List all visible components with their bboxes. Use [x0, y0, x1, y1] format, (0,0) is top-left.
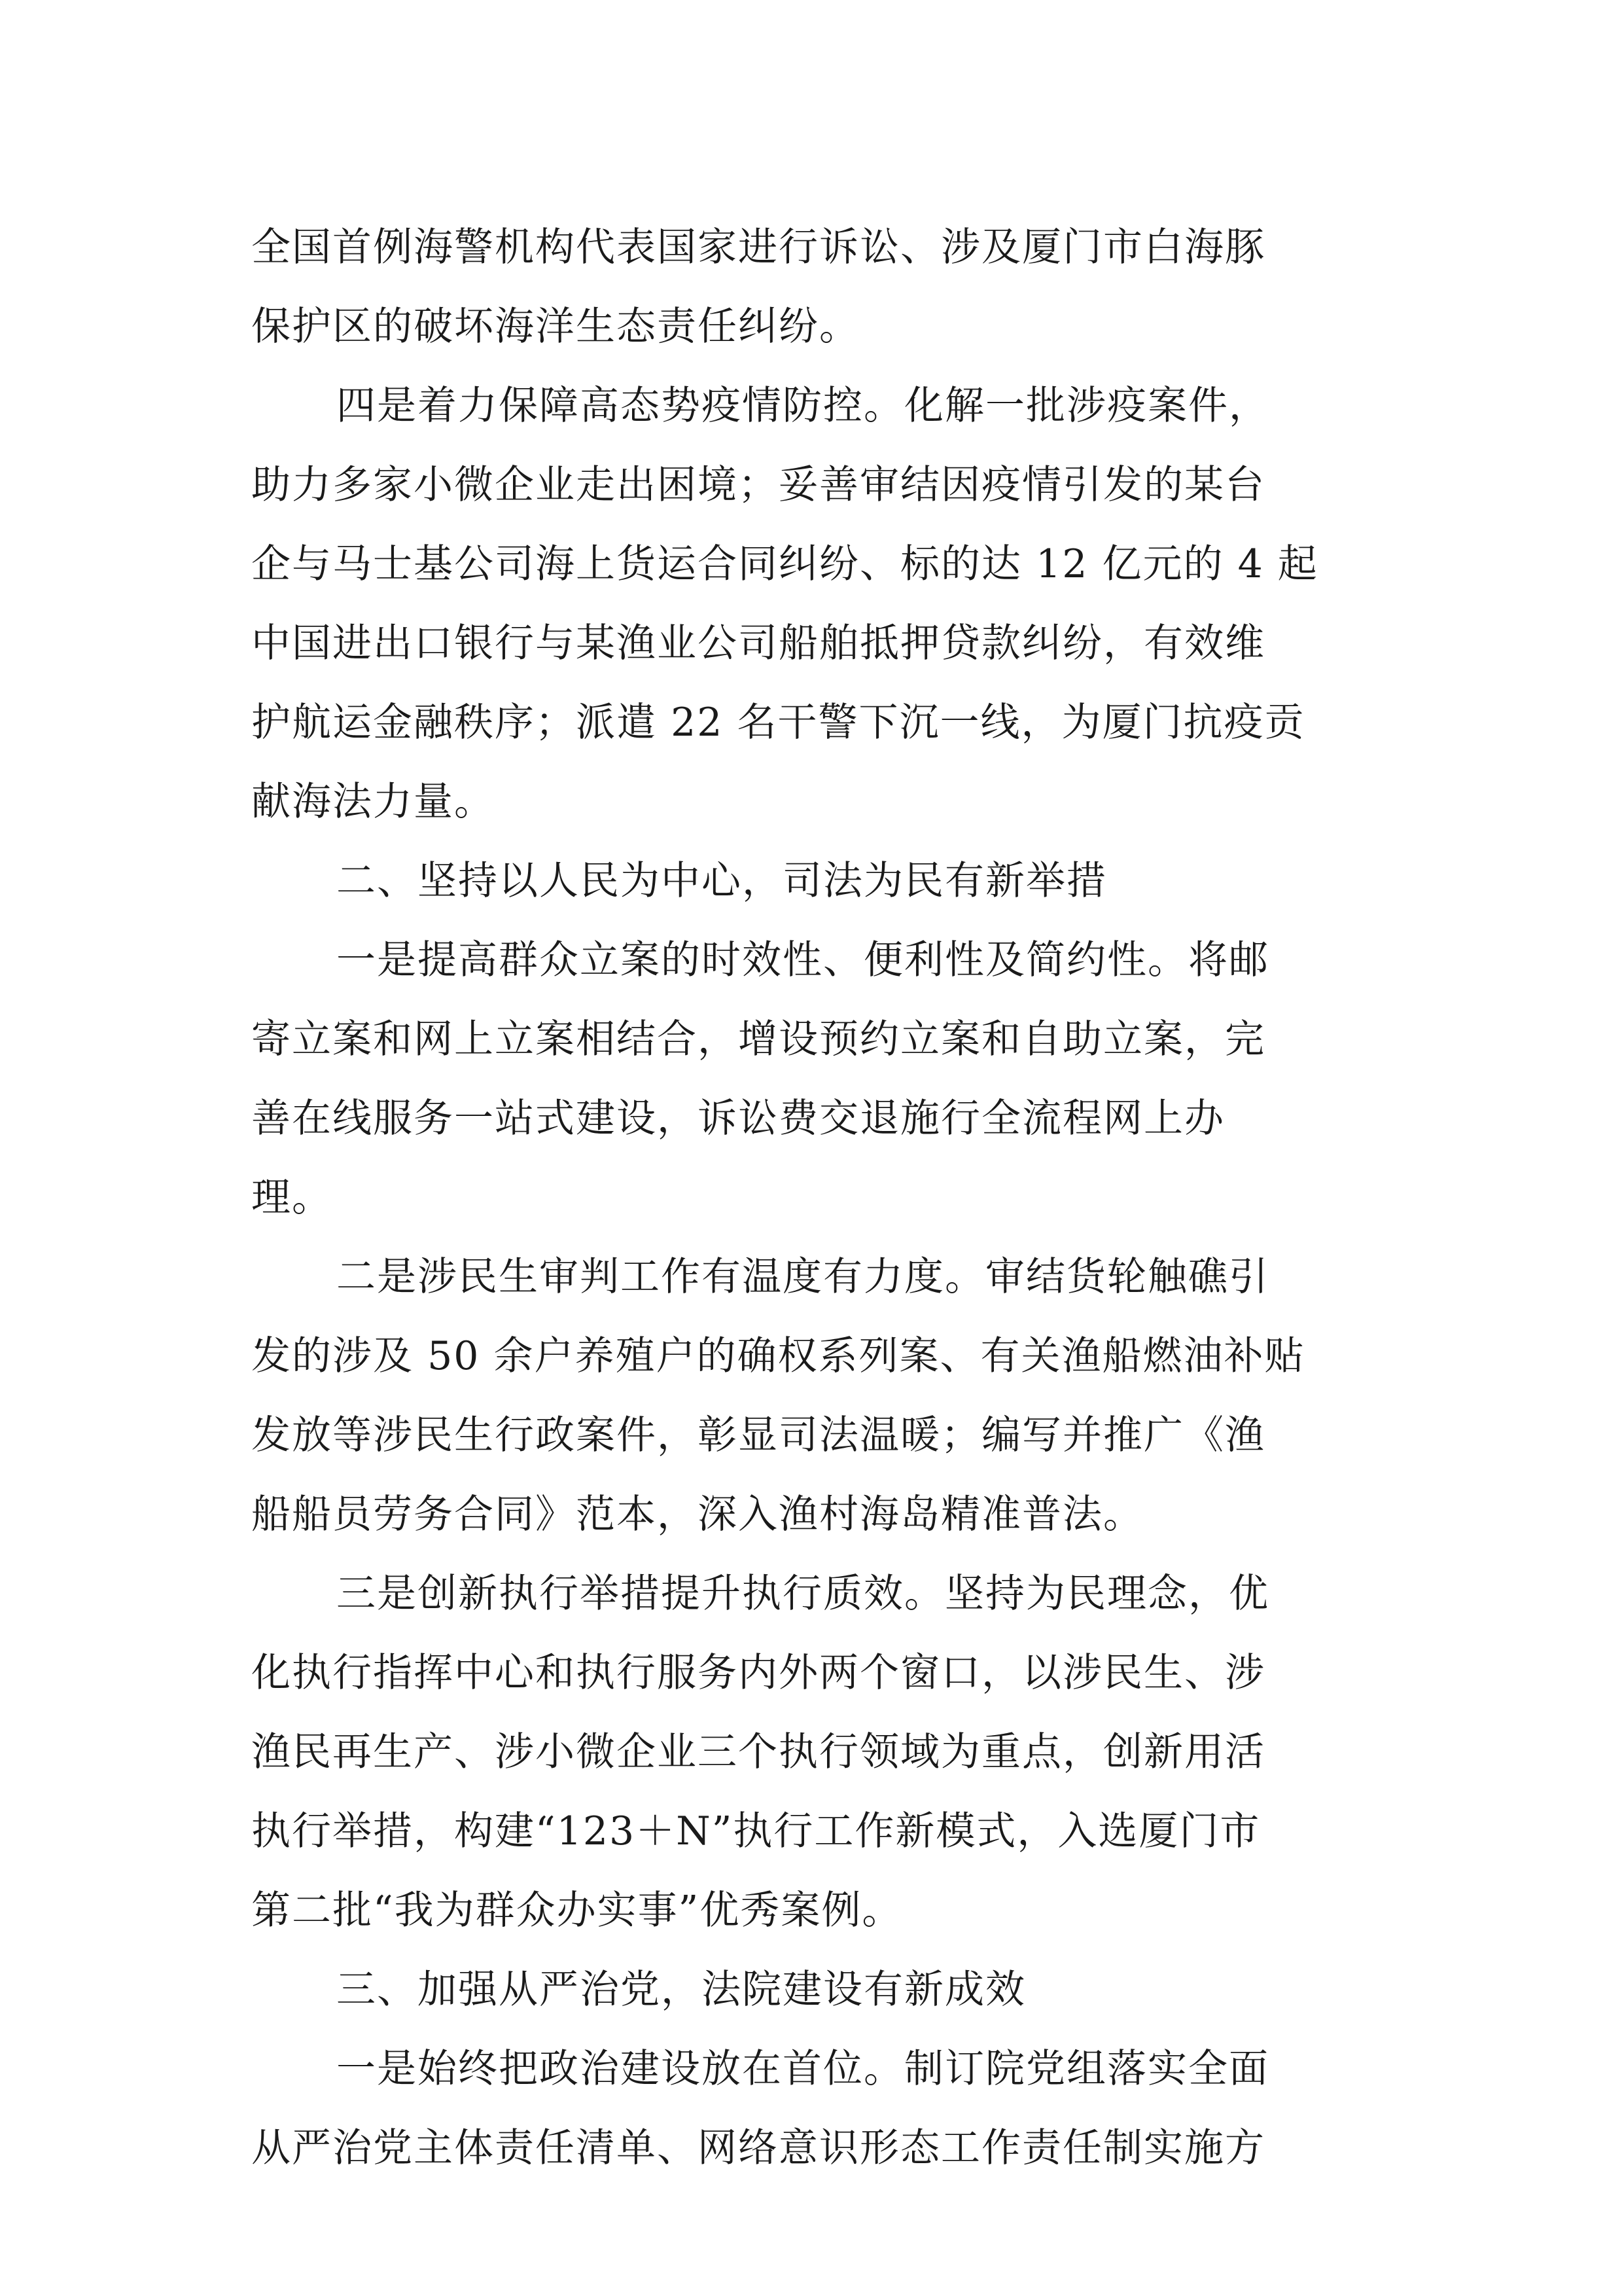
text-line-11: 寄立案和网上立案相结合，增设预约立案和自助立案，完: [251, 1016, 1265, 1062]
text-line-6: 中国进出口银行与某渔业公司船舶抵押贷款纠纷，有效维: [251, 620, 1265, 666]
text-line-17: 船船员劳务合同》范本，深入渔村海岛精准普法。: [251, 1492, 1144, 1537]
text-line-14: 二是涉民生审判工作有温度有力度。审结货轮触礁引: [336, 1254, 1269, 1300]
document-body: [251, 208, 1377, 2188]
section-heading-2: 二、坚持以人民为中心，司法为民有新举措: [336, 858, 1107, 904]
text-line-13: 理。: [251, 1175, 332, 1221]
text-line-4: 助力多家小微企业走出困境；妥善审结因疫情引发的某台: [251, 462, 1265, 508]
text-line-8: 献海法力量。: [251, 779, 495, 825]
text-line-15: 发的涉及 50 余户养殖户的确权系列案、有关渔船燃油补贴: [251, 1333, 1305, 1379]
text-line-21: 执行举措，构建“123＋N”执行工作新模式，入选厦门市: [251, 1808, 1261, 1854]
section-heading-3: 三、加强从严治党，法院建设有新成效: [336, 1967, 1026, 2013]
text-line-20: 渔民再生产、涉小微企业三个执行领域为重点，创新用活: [251, 1729, 1265, 1775]
text-line-16: 发放等涉民生行政案件，彰显司法温暖；编写并推广《渔: [251, 1412, 1265, 1458]
text-line-7: 护航运金融秩序；派遣 22 名干警下沉一线，为厦门抗疫贡: [251, 700, 1305, 745]
text-line-1: 全国首例海警机构代表国家进行诉讼、涉及厦门市白海豚: [251, 224, 1265, 270]
text-line-3: 四是着力保障高态势疫情防控。化解一批涉疫案件，: [336, 383, 1269, 429]
text-line-19: 化执行指挥中心和执行服务内外两个窗口，以涉民生、涉: [251, 1650, 1265, 1696]
text-line-18: 三是创新执行举措提升执行质效。坚持为民理念，优: [336, 1571, 1269, 1617]
text-line-12: 善在线服务一站式建设，诉讼费交退施行全流程网上办: [251, 1096, 1225, 1141]
text-line-5: 企与马士基公司海上货运合同纠纷、标的达 12 亿元的 4 起: [251, 541, 1318, 587]
text-line-22: 第二批“我为群众办实事”优秀案例。: [251, 1888, 903, 1933]
text-line-10: 一是提高群众立案的时效性、便利性及简约性。将邮: [336, 937, 1269, 983]
text-line-25: 从严治党主体责任清单、网络意识形态工作责任制实施方: [251, 2125, 1265, 2171]
text-line-24: 一是始终把政治建设放在首位。制订院党组落实全面: [336, 2046, 1269, 2092]
text-line-2: 保护区的破坏海洋生态责任纠纷。: [251, 304, 860, 350]
